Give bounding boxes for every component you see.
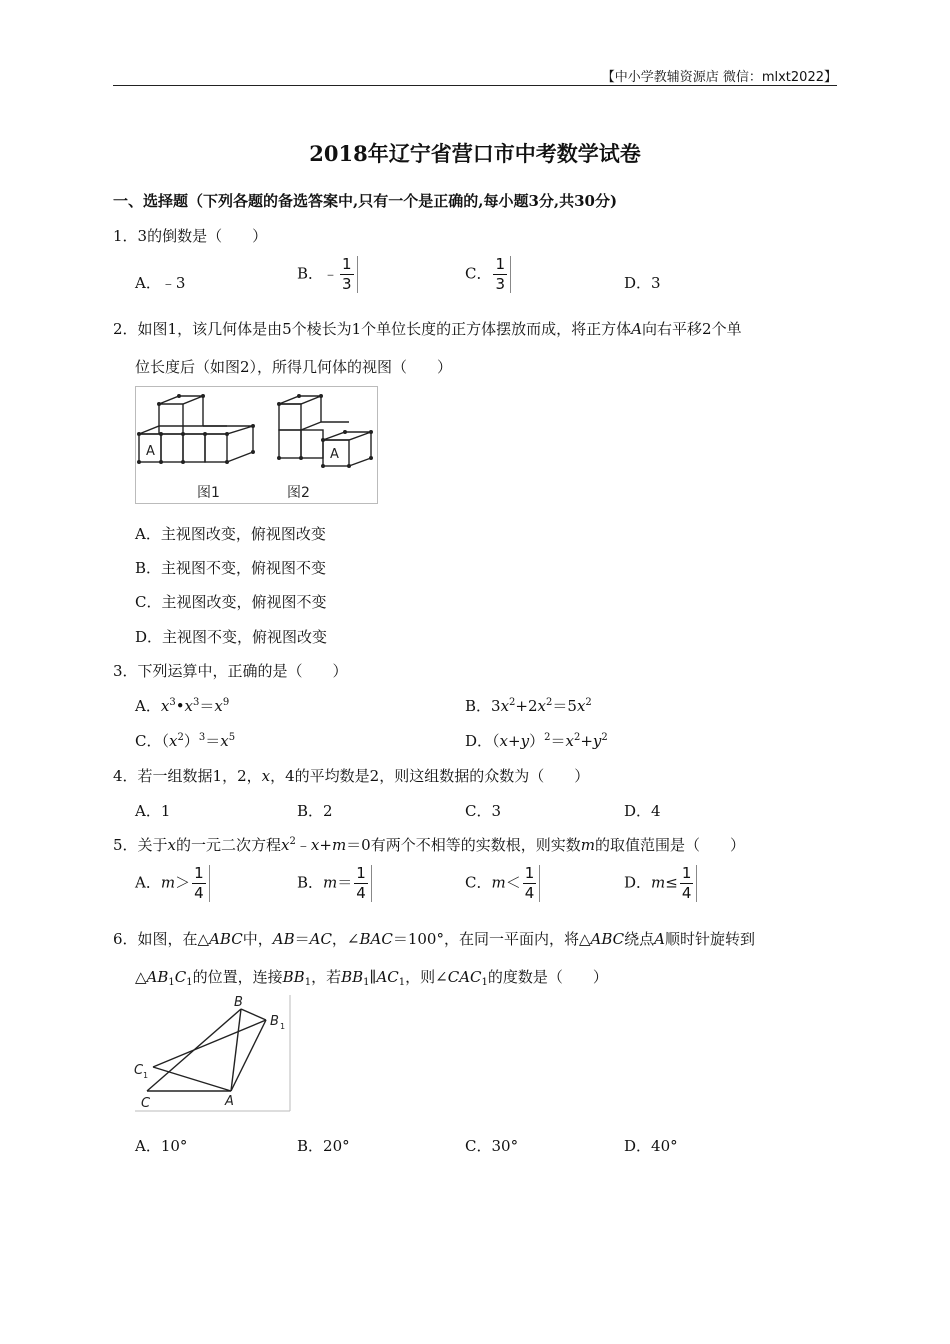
- svg-text:1: 1: [143, 1071, 149, 1080]
- q6-stem-line2: $\triangle AB_1C_1$的位置，连接$BB_1$，若$BB_1\parallel AC_1$，则$\angle CAC_1$的度数是（ ）: [135, 968, 608, 988]
- q3-stem: 3．下列运算中，正确的是（ ）: [113, 662, 348, 680]
- label-B: B: [234, 995, 243, 1010]
- q5-option-a: A．m＞ $\frac{1}{4}$: [135, 865, 210, 902]
- q6-option-c: C．30°: [465, 1137, 519, 1155]
- q1-option-b: B．﹣ $\frac{1}{3}$: [297, 256, 358, 293]
- q5-stem: 5．关于x的一元二次方程$x^2﹣x+m=0$有两个不相等的实数根，则实数m的取值范围是（ ）: [113, 836, 745, 854]
- q6-option-d: D．40°: [624, 1137, 678, 1155]
- q1-option-c: C． $\frac{1}{3}$: [465, 256, 511, 293]
- section-heading: 一、选择题（下列各题的备选答案中,只有一个是正确的,每小题3分,共30分): [113, 192, 618, 210]
- q2-stem-line2: 位长度后（如图2），所得几何体的视图（ ）: [135, 358, 453, 376]
- page-title: 2018年辽宁省营口市中考数学试卷: [309, 141, 641, 166]
- label-C1: C: [134, 1063, 144, 1078]
- triangle-lines: [147, 1009, 266, 1091]
- q1-stem: 1．3的倒数是（ ）: [113, 227, 268, 245]
- q4-option-a: A．1: [135, 802, 171, 820]
- figure1-caption: 图1: [197, 485, 220, 501]
- figure2-cube-label: A: [330, 447, 339, 462]
- q1-option-a: A．﹣3: [135, 274, 186, 292]
- q4-stem: 4．若一组数据1，2，x，4的平均数是2，则这组数据的众数为（ ）: [113, 767, 590, 785]
- q6-stem-line1: 6．如图，在△ABC中，AB＝AC，∠BAC＝100°，在同一平面内，将△ABC绕点A顺时针旋转到: [113, 930, 756, 948]
- svg-text:1: 1: [280, 1022, 286, 1031]
- q1-option-d: D．3: [624, 274, 661, 292]
- q3-option-c: C．$(x^2)^3=x^5$: [135, 732, 236, 750]
- q5-option-b: B．m＝ $\frac{1}{4}$: [297, 865, 372, 902]
- q2-stem-line1: 2．如图1，该几何体是由5个棱长为1个单位长度的正方体摆放而成，将正方体A向右平移2个单: [113, 320, 742, 338]
- q2-option-a: A．主视图改变，俯视图改变: [135, 525, 326, 543]
- q4-option-d: D．4: [624, 802, 661, 820]
- q4-option-b: B．2: [297, 802, 333, 820]
- label-B1: B: [270, 1014, 279, 1029]
- q6-option-a: A．10°: [135, 1137, 188, 1155]
- figure2-caption: 图2: [287, 485, 310, 501]
- q2-option-d: D．主视图不变，俯视图改变: [135, 628, 328, 646]
- q3-option-a: A．$x^3•x^3=x^9$: [135, 697, 230, 715]
- q5-option-c: C．m＜ $\frac{1}{4}$: [465, 865, 540, 902]
- q3-option-d: D．$(x+y)^2=x^2+y^2$: [465, 732, 608, 750]
- q5-option-d: D．m≤ $\frac{1}{4}$: [624, 865, 697, 902]
- q2-option-c: C．主视图改变，俯视图不变: [135, 593, 327, 611]
- q2-figure: [135, 386, 378, 504]
- q3-option-b: B．$3x^2+2x^2=5x^2$: [465, 697, 592, 715]
- label-C: C: [141, 1096, 151, 1111]
- figure1-cube-label: A: [146, 444, 155, 459]
- q6-option-b: B．20°: [297, 1137, 350, 1155]
- header-divider: [113, 85, 837, 86]
- label-A: A: [225, 1094, 234, 1109]
- q4-option-c: C．3: [465, 802, 502, 820]
- header-tag: 【中小学教辅资源店 微信：mlxt2022】: [601, 70, 837, 85]
- q6-figure: [133, 995, 292, 1113]
- q2-option-b: B．主视图不变，俯视图不变: [135, 559, 327, 577]
